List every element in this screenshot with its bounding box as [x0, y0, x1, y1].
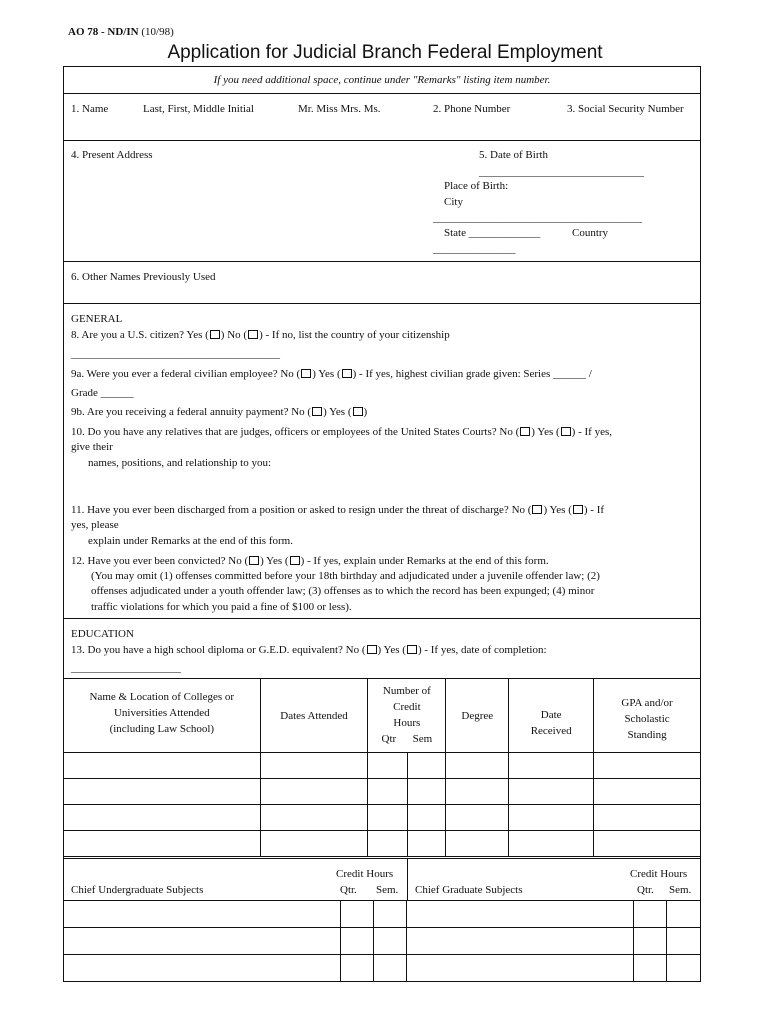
table-row[interactable] [64, 831, 701, 857]
table-row[interactable] [64, 753, 701, 779]
col-qtr: Qtr [381, 733, 397, 745]
q13-no-checkbox[interactable] [367, 645, 377, 654]
country-label: Country [572, 227, 609, 239]
city-label: City [444, 196, 463, 208]
divider [63, 858, 701, 859]
divider [63, 140, 701, 141]
education-heading: EDUCATION [71, 628, 134, 640]
divider [63, 261, 701, 262]
page-title: Application for Judicial Branch Federal Employment [167, 42, 603, 63]
country-field[interactable]: _______________ [433, 243, 516, 255]
divider [407, 858, 408, 900]
address-label: 4. Present Address [71, 149, 153, 161]
grad-subjects-label: Chief Graduate Subjects [415, 884, 523, 896]
divider [63, 618, 701, 619]
q11-no-checkbox[interactable] [532, 505, 542, 514]
name-hint: Last, First, Middle Initial [143, 103, 254, 115]
q11-line2: yes, please [71, 519, 119, 531]
col-credit-hours: Number of Credit Hours Qtr Sem [381, 685, 433, 745]
q9a-no-checkbox[interactable] [301, 369, 311, 378]
q9b-yes-checkbox[interactable] [353, 407, 363, 416]
q9a: 9a. Were you ever a federal civilian employee? No ( ) Yes ( ) - If yes, highest civilian grade given: Series ______ / [71, 368, 592, 380]
q11-line3: explain under Remarks at the end of this form. [88, 535, 293, 547]
q12-yes-checkbox[interactable] [290, 556, 300, 565]
undergrad-subjects-label: Chief Undergraduate Subjects [71, 884, 204, 896]
col-gpa: GPA and/or Scholastic Standing [621, 696, 673, 741]
col-college: Name & Location of Colleges or Universities Attended (including Law School) [89, 690, 235, 735]
q10: 10. Do you have any relatives that are judges, officers or employees of the United States Courts? No ( ) Yes ( ) - If yes, [71, 426, 612, 438]
q8-no-checkbox[interactable] [248, 330, 258, 339]
pob-label: Place of Birth: [444, 180, 509, 192]
table-row[interactable] [64, 928, 701, 955]
q13-date-field[interactable]: ____________________ [71, 662, 181, 674]
col-dates-attended: Dates Attended [280, 709, 348, 722]
city-field[interactable]: ______________________________________ [433, 212, 642, 224]
q12-line3: offenses adjudicated under a youth offender law; (3) offenses as to which the record has been expunged; (4) minor [91, 585, 595, 597]
q10-no-checkbox[interactable] [520, 427, 530, 436]
undergrad-qtr-label: Qtr. [340, 884, 357, 896]
q9a-yes-checkbox[interactable] [342, 369, 352, 378]
table-row[interactable] [64, 805, 701, 831]
state-field[interactable]: State _____________ [444, 227, 541, 239]
q9a-grade-field[interactable]: Grade ______ [71, 387, 134, 399]
undergrad-credit-label: Credit Hours [336, 868, 394, 880]
q11: 11. Have you ever been discharged from a position or asked to resign under the threat of discharge? No ( ) Yes ( ) - If [71, 504, 605, 516]
general-heading: GENERAL [71, 313, 123, 325]
col-sem: Sem [412, 733, 433, 745]
q8-yes-checkbox[interactable] [210, 330, 220, 339]
dob-label: 5. Date of Birth [479, 149, 549, 161]
divider [63, 303, 701, 304]
form-code: AO 78 - ND/IN (10/98) [68, 26, 174, 38]
salutation-options[interactable]: Mr. Miss Mrs. Ms. [298, 103, 381, 115]
ssn-label: 3. Social Security Number [567, 103, 684, 115]
instructions-note: If you need additional space, continue under "Remarks" listing item number. [213, 74, 551, 86]
q11-yes-checkbox[interactable] [573, 505, 583, 514]
phone-label: 2. Phone Number [433, 103, 511, 115]
grad-sem-label: Sem. [669, 884, 692, 896]
grad-credit-label: Credit Hours [630, 868, 688, 880]
q12: 12. Have you ever been convicted? No ( ) Yes ( ) - If yes, explain under Remarks at the end of this form. [71, 555, 549, 567]
grad-qtr-label: Qtr. [637, 884, 654, 896]
q13-yes-checkbox[interactable] [407, 645, 417, 654]
q12-line4: traffic violations for which you paid a fine of $100 or less). [91, 601, 352, 613]
subjects-table [63, 900, 701, 982]
q8: 8. Are you a U.S. citizen? Yes ( ) No ( ) - If no, list the country of your citizenship [71, 329, 450, 341]
q12-no-checkbox[interactable] [249, 556, 259, 565]
name-label: 1. Name [71, 103, 109, 115]
col-date-received: Date Received [530, 708, 572, 737]
divider [63, 93, 701, 94]
q10-yes-checkbox[interactable] [561, 427, 571, 436]
q9b-no-checkbox[interactable] [312, 407, 322, 416]
q12-line2: (You may omit (1) offenses committed before your 18th birthday and adjudicated under a juvenile offender law; (2) [91, 570, 600, 582]
q10-line3: names, positions, and relationship to you: [88, 457, 272, 469]
other-names-label: 6. Other Names Previously Used [71, 271, 216, 283]
table-row[interactable] [64, 779, 701, 805]
q9b: 9b. Are you receiving a federal annuity payment? No ( ) Yes ( ) [71, 406, 368, 418]
education-table [63, 678, 701, 857]
table-row[interactable] [64, 901, 701, 928]
q8-country-field[interactable]: ______________________________________ [71, 348, 280, 360]
col-degree: Degree [461, 709, 494, 722]
table-row[interactable] [64, 955, 701, 982]
q10-line2: give their [71, 441, 113, 453]
dob-field[interactable]: ______________________________ [479, 166, 644, 178]
undergrad-sem-label: Sem. [376, 884, 399, 896]
q13: 13. Do you have a high school diploma or G.E.D. equivalent? No ( ) Yes ( ) - If yes, date of completion: [71, 644, 547, 656]
education-header-row [64, 679, 701, 753]
